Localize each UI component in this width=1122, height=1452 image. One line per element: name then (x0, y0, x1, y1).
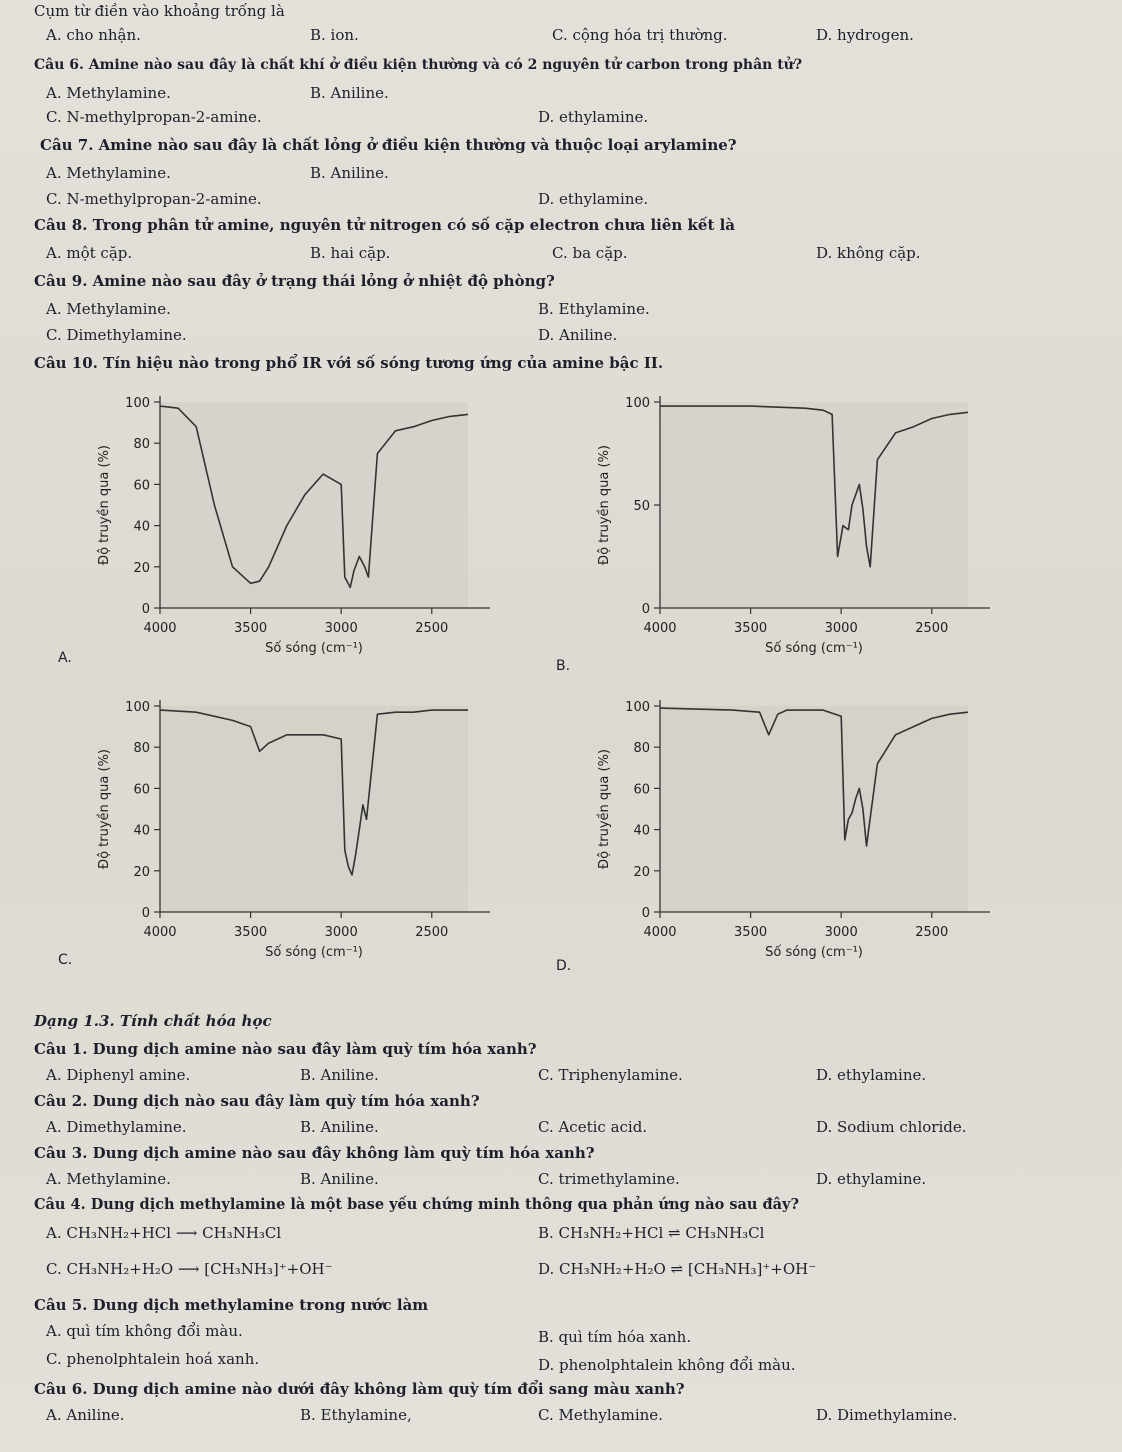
panel-c-xtick-label-3000: 3000 (324, 925, 358, 940)
panel-c-ytick-label-0: 0 (141, 906, 150, 921)
panel-a-xtick-label-3000: 3000 (324, 621, 358, 636)
s-q4-opt-a: A. CH₃NH₂+HCl ⟶ CH₃NH₃Cl (46, 1224, 282, 1242)
panel-c-ytick-label-40: 40 (133, 823, 150, 839)
q7-opt-c: C. N-methylpropan-2-amine. (46, 190, 262, 208)
panel-c-ytick-label-100: 100 (125, 700, 150, 715)
panel-label-a: A. (58, 650, 72, 666)
q5-tail: Cụm từ điền vào khoảng trống là (34, 2, 285, 20)
ir-chart-d (560, 682, 1000, 982)
s-q6-opt-b: B. Ethylamine, (300, 1406, 412, 1424)
q6-opt-d: D. ethylamine. (538, 108, 649, 126)
panel-c-ytick-label-80: 80 (133, 741, 150, 757)
panel-b-xtick-label-3000: 3000 (824, 621, 858, 636)
q5-opt-b: B. ion. (310, 26, 359, 44)
s-q3-part-c: làm quỳ tím hóa xanh? (398, 1144, 595, 1162)
ir-chart-b (560, 378, 1000, 678)
s-q3-opt-d: D. ethylamine. (816, 1170, 927, 1188)
panel-d-ytick-label-100: 100 (625, 700, 650, 715)
panel-a-ytick-label-0: 0 (141, 602, 150, 617)
panel-d-ytick-label-80: 80 (633, 741, 650, 757)
s-q4-title: Câu 4. Dung dịch methylamine là một base yếu chứng minh thông qua phản ứng nào sau đây? (34, 1196, 799, 1213)
panel-d-xtick-label-3500: 3500 (734, 925, 768, 940)
panel-d-xlabel: Số sóng (cm⁻¹) (765, 945, 863, 960)
panel-b-plot-area (660, 402, 968, 608)
q8-opt-a: A. một cặp. (46, 244, 133, 262)
s-q6-part-c: làm quỳ tím đổi sang màu xanh? (406, 1380, 685, 1398)
panel-d-xtick-label-2500: 2500 (915, 925, 949, 940)
q8-opt-b: B. hai cặp. (310, 244, 391, 262)
panel-c-ytick-label-60: 60 (133, 782, 150, 798)
s-q4-opt-b: B. CH₃NH₂+HCl ⇌ CH₃NH₃Cl (538, 1224, 765, 1242)
q6-opt-b: B. Aniline. (310, 84, 389, 102)
panel-c-plot-area (160, 706, 468, 912)
s-q6-opt-c: C. Methylamine. (538, 1406, 663, 1424)
s-q6-opt-a: A. Aniline. (46, 1406, 125, 1424)
panel-a-xtick-label-4000: 4000 (143, 621, 177, 636)
panel-a-ylabel: Độ truyền qua (%) (97, 445, 112, 565)
panel-a-xtick-label-3500: 3500 (234, 621, 268, 636)
panel-d-ylabel: Độ truyền qua (%) (597, 749, 612, 869)
q8-opt-c: C. ba cặp. (552, 244, 628, 262)
s-q5-opt-c: C. phenolphtalein hoá xanh. (46, 1350, 260, 1368)
panel-b-xlabel: Số sóng (cm⁻¹) (765, 641, 863, 656)
s-q2-opt-b: B. Aniline. (300, 1118, 379, 1136)
panel-c-ytick-label-20: 20 (133, 864, 150, 880)
s-q6-emph: không (353, 1380, 407, 1398)
s-q5-opt-d: D. phenolphtalein không đổi màu. (538, 1356, 796, 1374)
q6-opt-a: A. Methylamine. (46, 84, 171, 102)
panel-c-xtick-label-2500: 2500 (415, 925, 449, 940)
section-heading: Dạng 1.3. Tính chất hóa học (34, 1012, 272, 1030)
s-q3-opt-c: C. trimethylamine. (538, 1170, 680, 1188)
panel-c-xtick-label-3500: 3500 (234, 925, 268, 940)
q6-opt-c: C. N-methylpropan-2-amine. (46, 108, 262, 126)
panel-c-xlabel: Số sóng (cm⁻¹) (265, 945, 363, 960)
panel-d-ytick-label-0: 0 (641, 906, 650, 921)
s-q5-title: Câu 5. Dung dịch methylamine trong nước làm (34, 1296, 429, 1314)
panel-d-ytick-label-20: 20 (633, 864, 650, 880)
q7-opt-a: A. Methylamine. (46, 164, 171, 182)
panel-label-b: B. (556, 658, 571, 674)
panel-a-ytick-label-60: 60 (133, 478, 150, 494)
panel-b-xtick-label-4000: 4000 (643, 621, 677, 636)
q9-opt-c: C. Dimethylamine. (46, 326, 187, 344)
s-q2-opt-d: D. Sodium chloride. (816, 1118, 967, 1136)
panel-label-d: D. (556, 958, 572, 974)
q7-opt-d: D. ethylamine. (538, 190, 649, 208)
s-q3-title (34, 1144, 595, 1162)
panel-b-xtick-label-3500: 3500 (734, 621, 768, 636)
q5-opt-a: A. cho nhận. (46, 26, 141, 44)
panel-b-xtick-label-2500: 2500 (915, 621, 949, 636)
s-q6-part-a: Câu 6. Dung dịch amine nào dưới đây (34, 1380, 354, 1398)
panel-b-ytick-label-50: 50 (633, 499, 650, 514)
panel-c-ylabel: Độ truyền qua (%) (97, 749, 112, 869)
s-q1-opt-b: B. Aniline. (300, 1066, 379, 1084)
q9-opt-b: B. Ethylamine. (538, 300, 650, 318)
s-q1-opt-a: A. Diphenyl amine. (46, 1066, 191, 1084)
ir-chart-c (60, 682, 500, 982)
s-q2-opt-c: C. Acetic acid. (538, 1118, 648, 1136)
s-q2-opt-a: A. Dimethylamine. (46, 1118, 187, 1136)
panel-a-ytick-label-80: 80 (133, 437, 150, 453)
s-q1-opt-c: C. Triphenylamine. (538, 1066, 683, 1084)
s-q1-title: Câu 1. Dung dịch amine nào sau đây làm quỳ tím hóa xanh? (34, 1040, 537, 1058)
panel-a-ytick-label-40: 40 (133, 519, 150, 535)
q7-opt-b: B. Aniline. (310, 164, 389, 182)
panel-d-ytick-label-40: 40 (633, 823, 650, 839)
panel-d-ytick-label-60: 60 (633, 782, 650, 798)
s-q3-opt-b: B. Aniline. (300, 1170, 379, 1188)
panel-d-plot-area (660, 706, 968, 912)
panel-b-ytick-label-100: 100 (625, 396, 650, 411)
panel-d-xtick-label-4000: 4000 (643, 925, 677, 940)
s-q3-opt-a: A. Methylamine. (46, 1170, 171, 1188)
panel-d-xtick-label-3000: 3000 (824, 925, 858, 940)
s-q1-opt-d: D. ethylamine. (816, 1066, 927, 1084)
q7-title: Câu 7. Amine nào sau đây là chất lỏng ở điều kiện thường và thuộc loại arylamine? (40, 136, 737, 154)
panel-a-xlabel: Số sóng (cm⁻¹) (265, 641, 363, 656)
ir-chart-a (60, 378, 500, 678)
q5-opt-d: D. hydrogen. (816, 26, 914, 44)
panel-b-ylabel: Độ truyền qua (%) (597, 445, 612, 565)
s-q5-opt-b: B. quì tím hóa xanh. (538, 1328, 692, 1346)
s-q6-title (34, 1380, 685, 1398)
s-q4-opt-c: C. CH₃NH₂+H₂O ⟶ [CH₃NH₃]⁺+OH⁻ (46, 1260, 333, 1278)
q8-opt-d: D. không cặp. (816, 244, 921, 262)
panel-a-xtick-label-2500: 2500 (415, 621, 449, 636)
s-q3-part-a: Câu 3. Dung dịch amine nào sau đây (34, 1144, 346, 1162)
panel-a-plot-area (160, 402, 468, 608)
q6-title: Câu 6. Amine nào sau đây là chất khí ở điều kiện thường và có 2 nguyên tử carbon trong phân tử? (34, 57, 803, 73)
panel-c-xtick-label-4000: 4000 (143, 925, 177, 940)
panel-b-ytick-label-0: 0 (641, 602, 650, 617)
q9-opt-d: D. Aniline. (538, 326, 618, 344)
s-q6-opt-d: D. Dimethylamine. (816, 1406, 958, 1424)
s-q3-emph: không (345, 1144, 399, 1162)
q5-opt-c: C. cộng hóa trị thường. (552, 26, 728, 44)
panel-label-c: C. (58, 952, 73, 968)
q9-title: Câu 9. Amine nào sau đây ở trạng thái lỏng ở nhiệt độ phòng? (34, 272, 555, 290)
s-q2-title: Câu 2. Dung dịch nào sau đây làm quỳ tím hóa xanh? (34, 1092, 480, 1110)
q8-title: Câu 8. Trong phân tử amine, nguyên tử nitrogen có số cặp electron chưa liên kết là (34, 216, 736, 234)
q9-opt-a: A. Methylamine. (46, 300, 171, 318)
s-q5-opt-a: A. quì tím không đổi màu. (46, 1322, 243, 1340)
panel-a-ytick-label-100: 100 (125, 396, 150, 411)
s-q4-opt-d: D. CH₃NH₂+H₂O ⇌ [CH₃NH₃]⁺+OH⁻ (538, 1260, 817, 1278)
panel-a-ytick-label-20: 20 (133, 560, 150, 576)
q10-title: Câu 10. Tín hiệu nào trong phổ IR với số sóng tương ứng của amine bậc II. (34, 354, 664, 372)
